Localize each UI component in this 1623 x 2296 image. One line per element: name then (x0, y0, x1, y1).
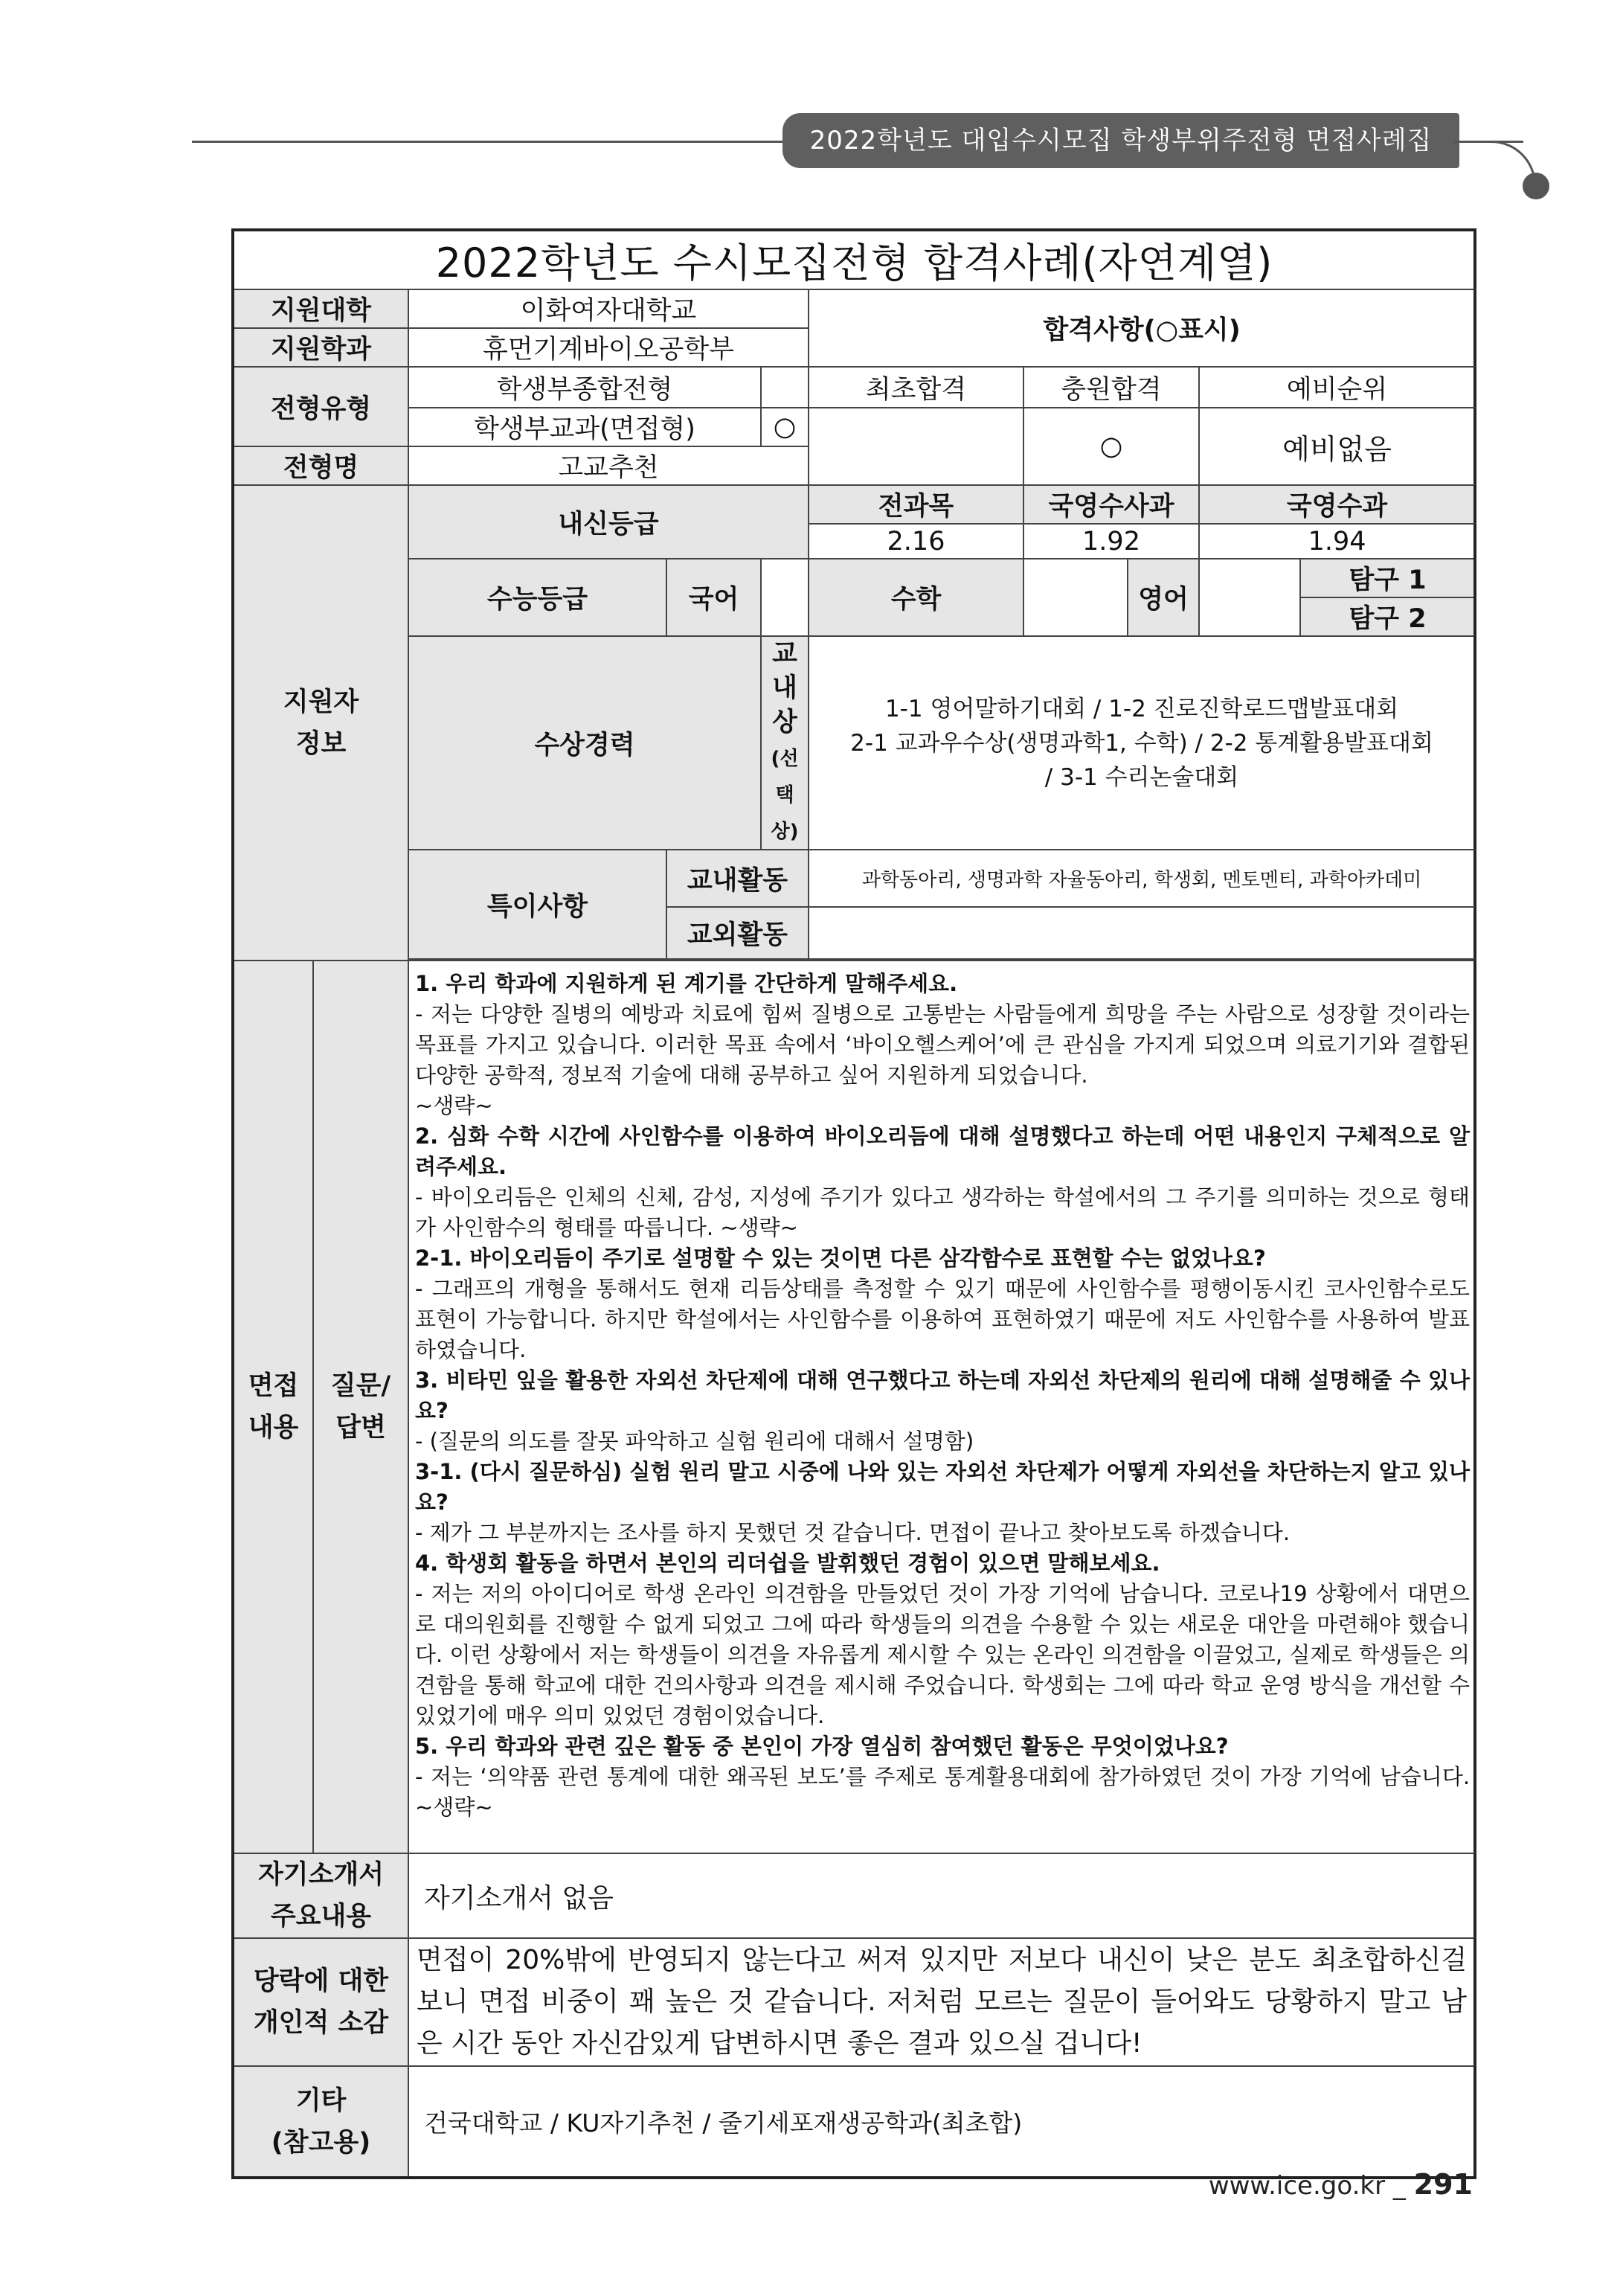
label-type: 전형유형 (233, 367, 408, 446)
label-interview: 면접 내용 (233, 961, 313, 1853)
document-title: 2022학년도 수시모집전형 합격사례(자연계열) (233, 230, 1475, 289)
answer-3-1: - 제가 그 부분까지는 조사를 하지 못했던 것 같습니다. 면접이 끝나고 찾아보도록 하겠습니다. (415, 1520, 1291, 1545)
label-applicant-info: 지원자 정보 (233, 485, 408, 961)
answer-3: - (질문의 의도를 잘못 파악하고 실험 원리에 대해서 설명함) (415, 1428, 974, 1454)
label-impression: 당락에 대한 개인적 소감 (233, 1938, 408, 2066)
label-all-subjects: 전과목 (809, 485, 1023, 524)
answer-2-1: - 그래프의 개형을 통해서도 현재 리듬상태를 측정할 수 있기 때문에 사인함수를 평행이동시킨 코사인함수로도 표현이 가능합니다. 하지만 학설에서는 사인함수를 이용하여 표현하였기 때문에 저도 사인함수를 사용하여 발표하였습니다. (415, 1276, 1471, 1362)
running-title: 2022학년도 대입수시모집 학생부위주전형 면접사례집 (782, 113, 1459, 168)
page-footer (1190, 2168, 1473, 2201)
interview-qa (408, 961, 1475, 1853)
label-essay: 자기소개서 주요내용 (233, 1853, 408, 1938)
case-table (231, 228, 1476, 2179)
answer-2: - 바이오리듬은 인체의 신체, 감성, 지성에 주기가 있다고 생각하는 학설에서의 그 주기를 의미하는 것으로 형태가 사인함수의 형태를 따릅니다. ~생략~ (415, 1184, 1471, 1240)
qa-1 (415, 969, 1470, 1121)
label-gpa: 내신등급 (408, 485, 809, 559)
type-2-mark: ○ (761, 408, 809, 446)
label-csat: 수능등급 (408, 559, 666, 636)
gpa-kem-sci: 1.94 (1199, 524, 1475, 559)
question-5: 5. 우리 학과와 관련 깊은 활동 중 본인이 가장 열심히 참여했던 활동은 무엇이었나요? (415, 1734, 1229, 1759)
qa-2 (415, 1121, 1470, 1243)
answer-1b: ~생략~ (415, 1093, 493, 1118)
essay-value: 자기소개서 없음 (408, 1853, 1475, 1938)
label-qa: 질문/ 답변 (313, 961, 408, 1853)
label-special: 특이사항 (408, 850, 666, 959)
value-name: 고교추천 (408, 446, 809, 485)
qa-3-1 (415, 1457, 1470, 1548)
answer-4: - 저는 저의 아이디어로 학생 온라인 의견함을 만들었던 것이 가장 기억에 남습니다. 코로나19 상황에서 대면으로 대의원회를 진행할 수 없게 되었고 그에 따라 학생들의 의견을 수용할 수 있는 새로운 대안을 마련해야 했습니다. 이런 상황에서 저는 학생들이 의견을 자유롭게 제시할 수 있는 온라인 의견함을 이끌었고, 실제로 학생들은 의견함을 통해 학교에 대한 건의사항과 의견을 제시해 주었습니다. 학생회는 그에 따라 학교 운영 방식을 개선할 수 있었기에 매우 의미 있었던 경험이었습니다. (415, 1581, 1471, 1728)
award-line-2: 2-1 교과우수상(생명과학1, 수학) / 2-2 통계활용발표대회 (850, 729, 1433, 757)
csat-english (1199, 559, 1300, 636)
qa-2-1 (415, 1243, 1470, 1365)
question-3: 3. 비타민 잎을 활용한 자외선 차단제에 대해 연구했다고 하는데 자외선 차단제의 원리에 대해 설명해줄 수 있나요? (415, 1367, 1471, 1423)
value-type-1: 학생부종합전형 (408, 367, 761, 408)
answer-1a: - 저는 다양한 질병의 예방과 치료에 힘써 질병으로 고통받는 사람들에게 희망을 주는 사람으로 성장할 것이라는 목표를 가지고 있습니다. 이러한 목표 속에서 ‘바이오헬스케어’에 큰 관심을 가지게 되었으며 의료기기와 결합된 다양한 공학적, 정보적 기술에 대해 공부하고 싶어 지원하게 되었습니다. (415, 1001, 1471, 1088)
qa-4 (415, 1548, 1470, 1731)
question-2: 2. 심화 수학 시간에 사인함수를 이용하여 바이오리듬에 대해 설명했다고 하는데 어떤 내용인지 구체적으로 알려주세요. (415, 1123, 1471, 1179)
label-kems: 국영수사과 (1023, 485, 1199, 524)
label-math: 수학 (809, 559, 1023, 636)
gpa-kems: 1.92 (1023, 524, 1199, 559)
header-dot (1523, 173, 1549, 199)
label-inquiry-1: 탐구 1 (1300, 559, 1475, 597)
qa-3 (415, 1365, 1470, 1457)
label-korean: 국어 (666, 559, 761, 636)
value-type-2: 학생부교과(면접형) (408, 408, 761, 446)
label-dept: 지원학과 (233, 328, 408, 367)
gpa-all: 2.16 (809, 524, 1023, 559)
in-activity-value: 과학동아리, 생명과학 자율동아리, 학생회, 멘토멘티, 과학아카데미 (809, 850, 1475, 907)
etc-value: 건국대학교 / KU자기추천 / 줄기세포재생공학과(최초합) (408, 2066, 1475, 2178)
label-in-activity: 교내활동 (666, 850, 809, 907)
question-2-1: 2-1. 바이오리듬이 주기로 설명할 수 있는 것이면 다른 삼각함수로 표현할 수는 없었나요? (415, 1245, 1266, 1271)
page-number: 291 (1413, 2168, 1473, 2201)
qa-5 (415, 1731, 1470, 1823)
out-activity-value (809, 907, 1475, 959)
waitlist-value: 예비없음 (1199, 408, 1475, 485)
label-awards: 수상경력 (408, 636, 761, 850)
awards-list (809, 636, 1475, 850)
label-inquiry-2: 탐구 2 (1300, 597, 1475, 636)
csat-korean (761, 559, 809, 636)
type-1-mark (761, 367, 809, 408)
answer-5: - 저는 ‘의약품 관련 통계에 대한 왜곡된 보도’를 주제로 통계활용대회에 참가하였던 것이 가장 기억에 남습니다. ~생략~ (415, 1764, 1471, 1820)
impression-value: 면접이 20%밖에 반영되지 않는다고 써져 있지만 저보다 내신이 낮은 분도 최초합하신걸 보니 면접 비중이 꽤 높은 것 같습니다. 저처럼 모르는 질문이 들어와도 당황하지 말고 남은 시간 동안 자신감있게 답변하시면 좋은 결과 있으실 겁니다! (408, 1938, 1475, 2066)
label-in-school-award: 교내상 (선택상) (761, 636, 809, 850)
label-univ: 지원대학 (233, 289, 408, 328)
csat-math (1023, 559, 1128, 636)
label-name: 전형명 (233, 446, 408, 485)
label-extra-pass: 충원합격 (1023, 367, 1199, 408)
label-etc: 기타 (참고용) (233, 2066, 408, 2178)
question-3-1: 3-1. (다시 질문하심) 실험 원리 말고 시중에 나와 있는 자외선 차단제가 어떻게 자외선을 차단하는지 알고 있나요? (415, 1459, 1471, 1515)
first-pass-mark (809, 408, 1023, 485)
extra-pass-mark: ○ (1023, 408, 1199, 485)
award-line-1: 1-1 영어말하기대회 / 1-2 진로진학로드맵발표대회 (884, 695, 1399, 722)
label-first-pass: 최초합격 (809, 367, 1023, 408)
question-4: 4. 학생회 활동을 하면서 본인의 리더쉽을 발휘했던 경험이 있으면 말해보세요. (415, 1551, 1160, 1576)
value-dept: 휴먼기계바이오공학부 (408, 328, 809, 367)
award-line-3: / 3-1 수리논술대회 (1044, 763, 1239, 791)
label-waitlist: 예비순위 (1199, 367, 1475, 408)
label-out-activity: 교외활동 (666, 907, 809, 959)
value-univ: 이화여자대학교 (408, 289, 809, 328)
label-english: 영어 (1128, 559, 1199, 636)
footer-site: www.ice.go.kr _ (1208, 2171, 1414, 2201)
question-1: 1. 우리 학과에 지원하게 된 계기를 간단하게 말해주세요. (415, 971, 958, 996)
label-kem-sci: 국영수과 (1199, 485, 1475, 524)
label-result-header: 합격사항(○표시) (809, 289, 1475, 367)
